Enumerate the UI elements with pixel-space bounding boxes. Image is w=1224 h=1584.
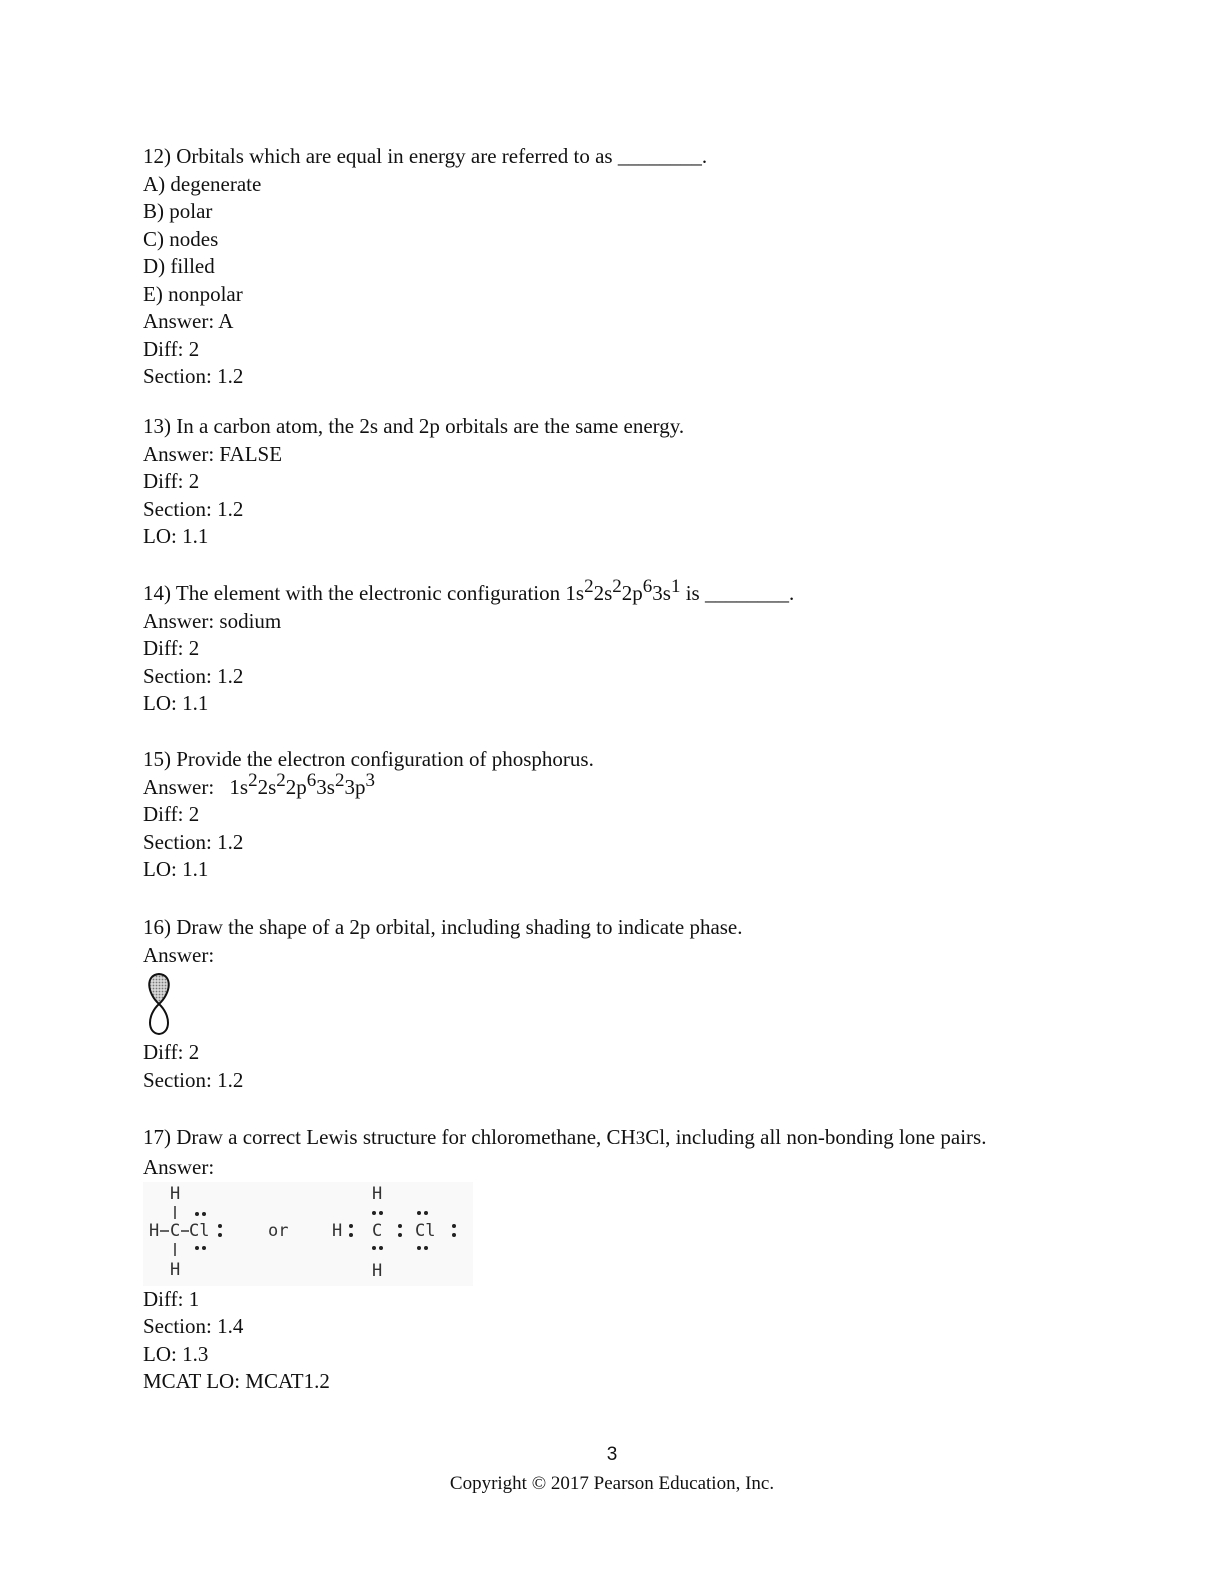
learning-objective: LO: 1.1 [143,691,209,715]
atom-c: C [372,1220,383,1241]
config-exponent: 6 [306,769,317,791]
config-term: 1s [229,774,249,799]
question-16 [143,914,1103,1094]
config-term: 3s [652,581,671,605]
atom-h-left: H [149,1220,160,1241]
section: Section: 1.2 [143,364,244,388]
atom-cl: Cl [415,1220,436,1241]
section: Section: 1.2 [143,663,244,688]
option-b: B) polar [143,199,213,223]
config-term: 2p [285,774,307,799]
atom-h-top: H [372,1183,383,1204]
option-c: C) nodes [143,226,219,251]
config-term: 2s [257,774,277,799]
answer: Answer: sodium [143,608,282,633]
electron-configuration [229,769,375,799]
learning-objective: LO: 1.1 [143,857,209,881]
config-term: 2s [593,581,613,605]
atom-cl: Cl [189,1220,210,1241]
config-term: 3p [344,774,366,799]
question-stem [143,576,1103,608]
or-label: or [268,1220,289,1241]
config-term: 3s [316,774,335,799]
lewis-structure-diagram [143,1182,473,1286]
question-17 [143,1122,1063,1396]
section: Section: 1.2 [143,496,244,521]
atom-h-top: H [170,1183,181,1204]
difficulty: Diff: 2 [143,636,200,660]
atom-h-left: H [332,1220,343,1241]
answer: Answer: [143,1155,215,1179]
formula-subscript: 3 [635,1128,646,1149]
question-stem [143,1122,1063,1154]
electron-configuration [565,576,681,605]
section: Section: 1.2 [143,829,244,854]
question-stem: 13) In a carbon atom, the 2s and 2p orbitals are the same energy. [143,414,685,438]
stem-prefix: 17) Draw a correct Lewis structure for chloromethane, CH [143,1125,636,1149]
answer [143,769,1103,802]
stem-prefix: 14) The element with the electronic configuration [143,581,561,605]
question-14 [143,576,1103,718]
question-13 [143,413,1103,551]
learning-objective: LO: 1.3 [143,1341,209,1366]
config-term: 1s [565,581,585,605]
question-15 [143,746,1103,884]
question-12 [143,143,1103,391]
question-stem: 12) Orbitals which are equal in energy are referred to as ________. [143,144,708,168]
answer: Answer: FALSE [143,441,283,466]
section: Section: 1.4 [143,1314,244,1338]
question-stem: 16) Draw the shape of a 2p orbital, including shading to indicate phase. [143,915,743,939]
config-exponent: 2 [248,769,258,791]
difficulty: Diff: 2 [143,336,200,361]
shaded-lobe [149,974,169,1004]
answer-label: Answer: [143,774,215,799]
option-d: D) filled [143,254,215,278]
difficulty: Diff: 2 [143,469,200,493]
config-exponent: 2 [612,576,622,598]
atom-h-bottom: H [372,1260,383,1281]
difficulty: Diff: 1 [143,1286,200,1311]
config-exponent: 3 [365,769,375,791]
answer: Answer: [143,942,215,967]
stem-suffix: Cl, including all non-bonding lone pairs. [645,1125,987,1149]
stem-suffix: is ________. [685,581,795,605]
mcat-learning-objective: MCAT LO: MCAT1.2 [143,1369,330,1393]
atom-c: C [170,1220,181,1241]
config-exponent: 1 [670,576,681,598]
option-a: A) degenerate [143,171,262,196]
atom-h-bottom: H [170,1259,181,1280]
learning-objective: LO: 1.1 [143,524,209,548]
config-term: 2p [621,581,643,605]
config-exponent: 2 [276,769,286,791]
difficulty: Diff: 2 [143,802,200,826]
question-stem: 15) Provide the electron configuration of phosphorus. [143,747,594,771]
copyright-notice: Copyright © 2017 Pearson Education, Inc. [449,1473,775,1494]
unshaded-lobe [150,1004,168,1034]
page-number: 3 [606,1444,618,1465]
config-exponent: 6 [642,576,653,598]
config-exponent: 2 [334,769,345,791]
config-exponent: 2 [584,576,594,598]
difficulty: Diff: 2 [143,1040,200,1064]
section: Section: 1.2 [143,1067,244,1092]
p-orbital-diagram [143,969,183,1039]
option-e: E) nonpolar [143,281,243,306]
answer: Answer: A [143,309,234,333]
